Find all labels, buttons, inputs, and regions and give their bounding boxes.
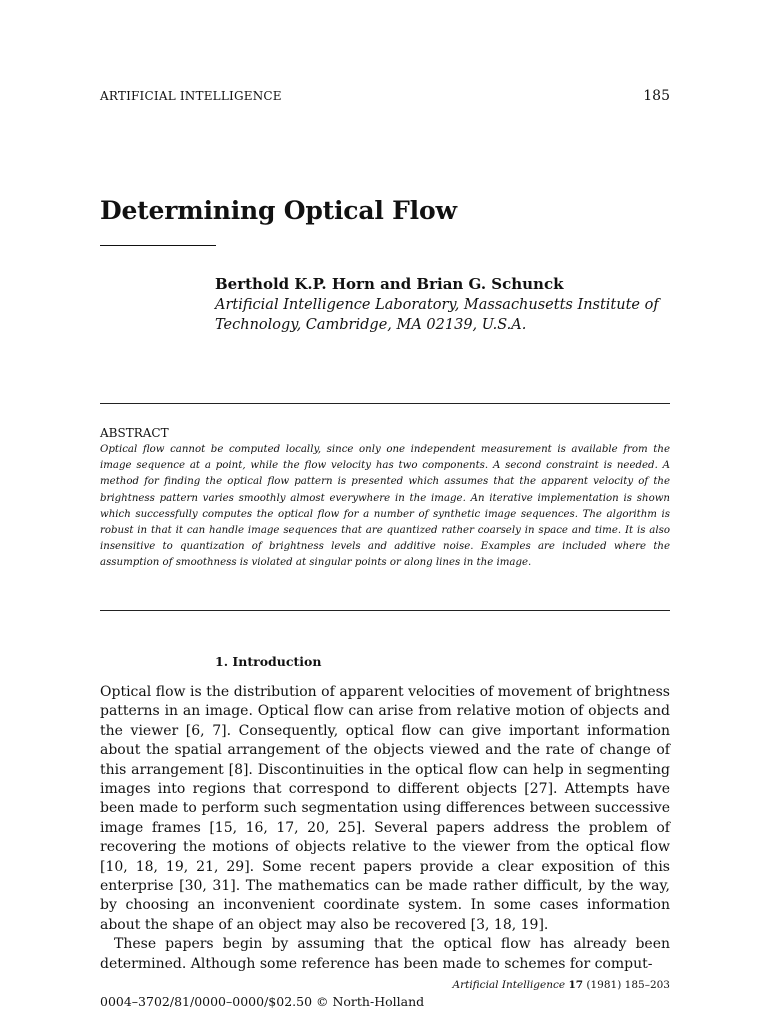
abstract-heading: ABSTRACT [100,426,169,440]
section-heading: 1. Introduction [215,654,322,669]
author-affiliation: Artificial Intelligence Laboratory, Massachusetts Institute of Technology, Cambridge, MA 02139, U.S.A. [215,297,659,333]
abstract-text: Optical flow cannot be computed locally, since only one independent measurement is available from the image sequence at a point, while the flow velocity has two components. A second constraint is needed. A method for finding the optical flow pattern is presented which assumes that the apparent velocity of the brightness pattern varies smoothly almost everywhere in the image. An iterative implementation is shown which successfully computes the optical flow for a number of synthetic image sequences. The algorithm is robust in that it can handle image sequences that are quantized rather coarsely in space and time. It is also insensitive to quantization of brightness levels and additive noise. Examples are included where the assumption of smoothness is violated at singular points or along lines in the image. [100,444,670,569]
author-names: Berthold K.P. Horn and Brian G. Schunck [215,275,564,293]
running-head [100,88,670,104]
page-number: 185 [643,88,670,104]
introduction-body [100,683,670,974]
body-paragraph: These papers begin by assuming that the optical flow has already been determined. Although some reference has been made to schemes for comput- [100,936,670,972]
journal-name: ARTIFICIAL INTELLIGENCE [100,89,282,103]
journal-citation [100,979,670,991]
paper-title: Determining Optical Flow [100,196,457,225]
abstract-top-rule [100,403,670,404]
body-paragraph: Optical flow is the distribution of apparent velocities of movement of brightness patterns in an image. Optical flow can arise from relative motion of objects and the viewer [6, 7]. Consequently, optical flow can give important information about the spatial arrangement of the objects viewed and the rate of change of this arrangement [8]. Discontinuities in the optical flow can help in segmenting images into regions that correspond to different objects [27]. Attempts have been made to perform such segmentation using differences between successive image frames [15, 16, 17, 20, 25]. Several papers address the problem of recovering the motions of objects relative to the viewer from the optical flow [10, 18, 19, 21, 29]. Some recent papers provide a clear exposition of this enterprise [30, 31]. The mathematics can be made rather difficult, by the way, by choosing an inconvenient coordinate system. In some cases information about the shape of an object may also be recovered [3, 18, 19]. [100,684,670,933]
citation-volume: 17 [568,979,584,991]
title-underline [100,245,216,246]
citation-journal: Artificial Intelligence [452,979,566,991]
publisher-imprint: 0004–3702/81/0000–0000/$02.50 © North-Holland [100,994,425,1009]
abstract-bottom-rule [100,610,670,611]
citation-pages: (1981) 185–203 [586,979,670,991]
